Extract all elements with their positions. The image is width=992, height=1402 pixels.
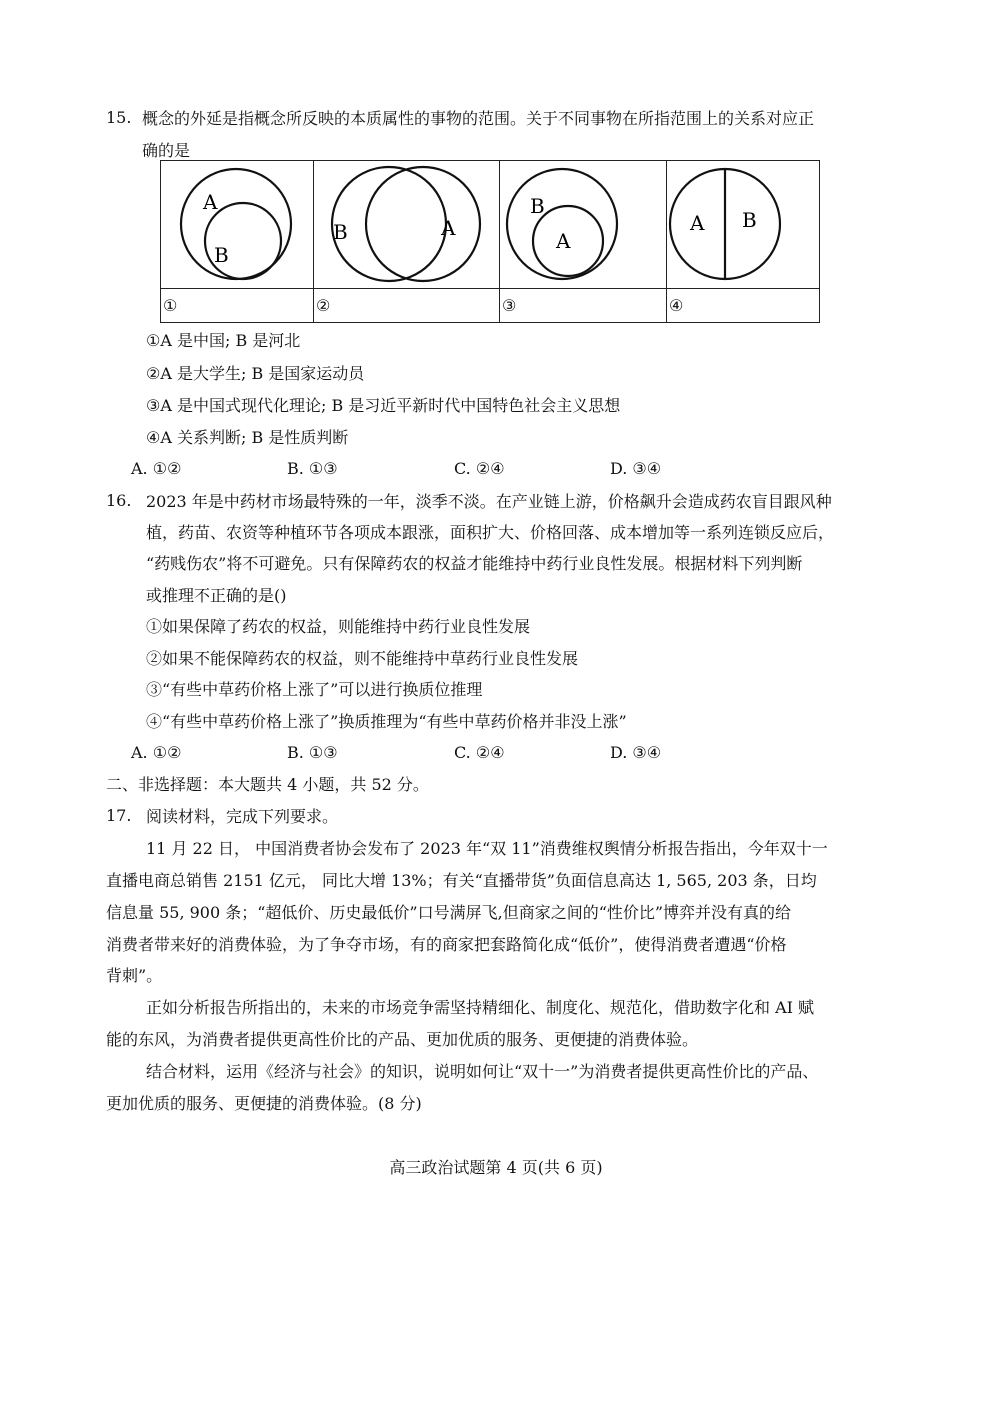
q17-para1-line2: 直播电商总销售 2151 亿元， 同比大增 13%；有关“直播带货”负面信息高达 1, 565, 203 条，日均 bbox=[106, 871, 817, 890]
q15-statement-3: ③A 是中国式现代化理论; B 是习近平新时代中国特色社会主义思想 bbox=[146, 396, 621, 415]
diagram-3-inclusion bbox=[500, 161, 666, 288]
diagram-4-contradiction bbox=[667, 161, 819, 288]
diagram-4-letter-b: B bbox=[742, 208, 757, 232]
q16-option-d: D. ③④ bbox=[610, 743, 662, 762]
diagram-3-cell bbox=[500, 161, 667, 289]
question-16-number: 16. bbox=[106, 491, 132, 510]
q15-option-c: C. ②④ bbox=[454, 459, 505, 478]
diagram-3-letter-a: A bbox=[556, 229, 571, 253]
q15-statement-1: ①A 是中国; B 是河北 bbox=[146, 331, 301, 350]
q16-line-2: 植，药苗、农资等种植环节各项成本跟涨，面积扩大、价格回落、成本增加等一系列连锁反应后， bbox=[146, 523, 835, 542]
question-15-stem-line1: 概念的外延是指概念所反映的本质属性的事物的范围。关于不同事物在所指范围上的关系对应正 bbox=[142, 109, 815, 128]
q15-statement-2: ②A 是大学生; B 是国家运动员 bbox=[146, 364, 365, 383]
q17-para2-line1: 正如分析报告所指出的，未来的市场竞争需坚持精细化、制度化、规范化，借助数字化和 AI 赋 bbox=[146, 998, 815, 1017]
page-footer: 高三政治试题第 4 页(共 6 页) bbox=[389, 1158, 603, 1177]
diagram-4-letter-a: A bbox=[690, 211, 705, 235]
diagram-1-label: ① bbox=[161, 289, 314, 323]
q17-para3-line1: 结合材料，运用《经济与社会》的知识，说明如何让“双十一”为消费者提供更高性价比的产品、 bbox=[146, 1062, 819, 1081]
diagram-2-label: ② bbox=[314, 289, 500, 323]
q17-para1-line1: 11 月 22 日， 中国消费者协会发布了 2023 年“双 11”消费维权舆情分析报告指出，今年双十一 bbox=[146, 839, 828, 858]
question-15-stem-line2: 确的是 bbox=[142, 141, 191, 160]
diagram-1-letter-b: B bbox=[214, 243, 229, 267]
q17-para3-line2: 更加优质的服务、更便捷的消费体验。(8 分) bbox=[106, 1094, 422, 1113]
concept-diagram-table bbox=[160, 160, 820, 323]
diagram-3-letter-b: B bbox=[530, 194, 545, 218]
q16-statement-2: ②如果不能保障药农的权益，则不能维持中草药行业良性发展 bbox=[146, 649, 579, 668]
question-15-number: 15. bbox=[106, 108, 132, 127]
diagram-2-letter-a: A bbox=[441, 216, 456, 240]
diagram-1-inclusion bbox=[161, 161, 313, 288]
question-17-number: 17. bbox=[106, 806, 132, 825]
q17-para1-line4: 消费者带来好的消费体验，为了争夺市场，有的商家把套路简化成“低价”，使得消费者遭遇“价格 bbox=[106, 935, 787, 954]
q16-option-c: C. ②④ bbox=[454, 743, 505, 762]
diagram-2-overlap bbox=[314, 161, 499, 288]
q16-option-a: A. ①② bbox=[131, 743, 182, 762]
diagram-1-letter-a: A bbox=[203, 190, 218, 214]
diagram-2-cell bbox=[314, 161, 500, 289]
q16-statement-3: ③“有些中草药价格上涨了”可以进行换质位推理 bbox=[146, 680, 483, 699]
q15-option-d: D. ③④ bbox=[610, 459, 662, 478]
q16-statement-1: ①如果保障了药农的权益，则能维持中药行业良性发展 bbox=[146, 617, 531, 636]
section-2-heading: 二、非选择题：本大题共 4 小题，共 52 分。 bbox=[106, 775, 429, 794]
diagram-4-cell bbox=[667, 161, 820, 289]
q16-statement-4: ④“有些中草药价格上涨了”换质推理为“有些中草药价格并非没上涨” bbox=[146, 712, 627, 731]
diagram-3-label: ③ bbox=[500, 289, 667, 323]
q15-option-a: A. ①② bbox=[131, 459, 182, 478]
q17-para1-line3: 信息量 55, 900 条；“超低价、历史最低价”口号满屏飞,但商家之间的“性价比”博弈并没有真的给 bbox=[106, 903, 792, 922]
q17-intro: 阅读材料，完成下列要求。 bbox=[146, 807, 339, 826]
q17-para2-line2: 能的东风，为消费者提供更高性价比的产品、更加优质的服务、更便捷的消费体验。 bbox=[106, 1030, 699, 1049]
q15-option-b: B. ①③ bbox=[287, 459, 338, 478]
q17-para1-line5: 背刺”。 bbox=[106, 966, 163, 985]
diagram-2-letter-b: B bbox=[333, 220, 348, 244]
diagram-1-cell bbox=[161, 161, 314, 289]
q16-line-3: “药贱伤农”将不可避免。只有保障药农的权益才能维持中药行业良性发展。根据材料下列判断 bbox=[146, 554, 803, 573]
diagram-4-label: ④ bbox=[667, 289, 820, 323]
q16-line-1: 2023 年是中药材市场最特殊的一年，淡季不淡。在产业链上游，价格飙升会造成药农盲目跟风种 bbox=[146, 492, 832, 511]
q15-statement-4: ④A 关系判断; B 是性质判断 bbox=[146, 428, 349, 447]
q16-option-b: B. ①③ bbox=[287, 743, 338, 762]
q16-line-4: 或推理不正确的是() bbox=[146, 586, 287, 605]
